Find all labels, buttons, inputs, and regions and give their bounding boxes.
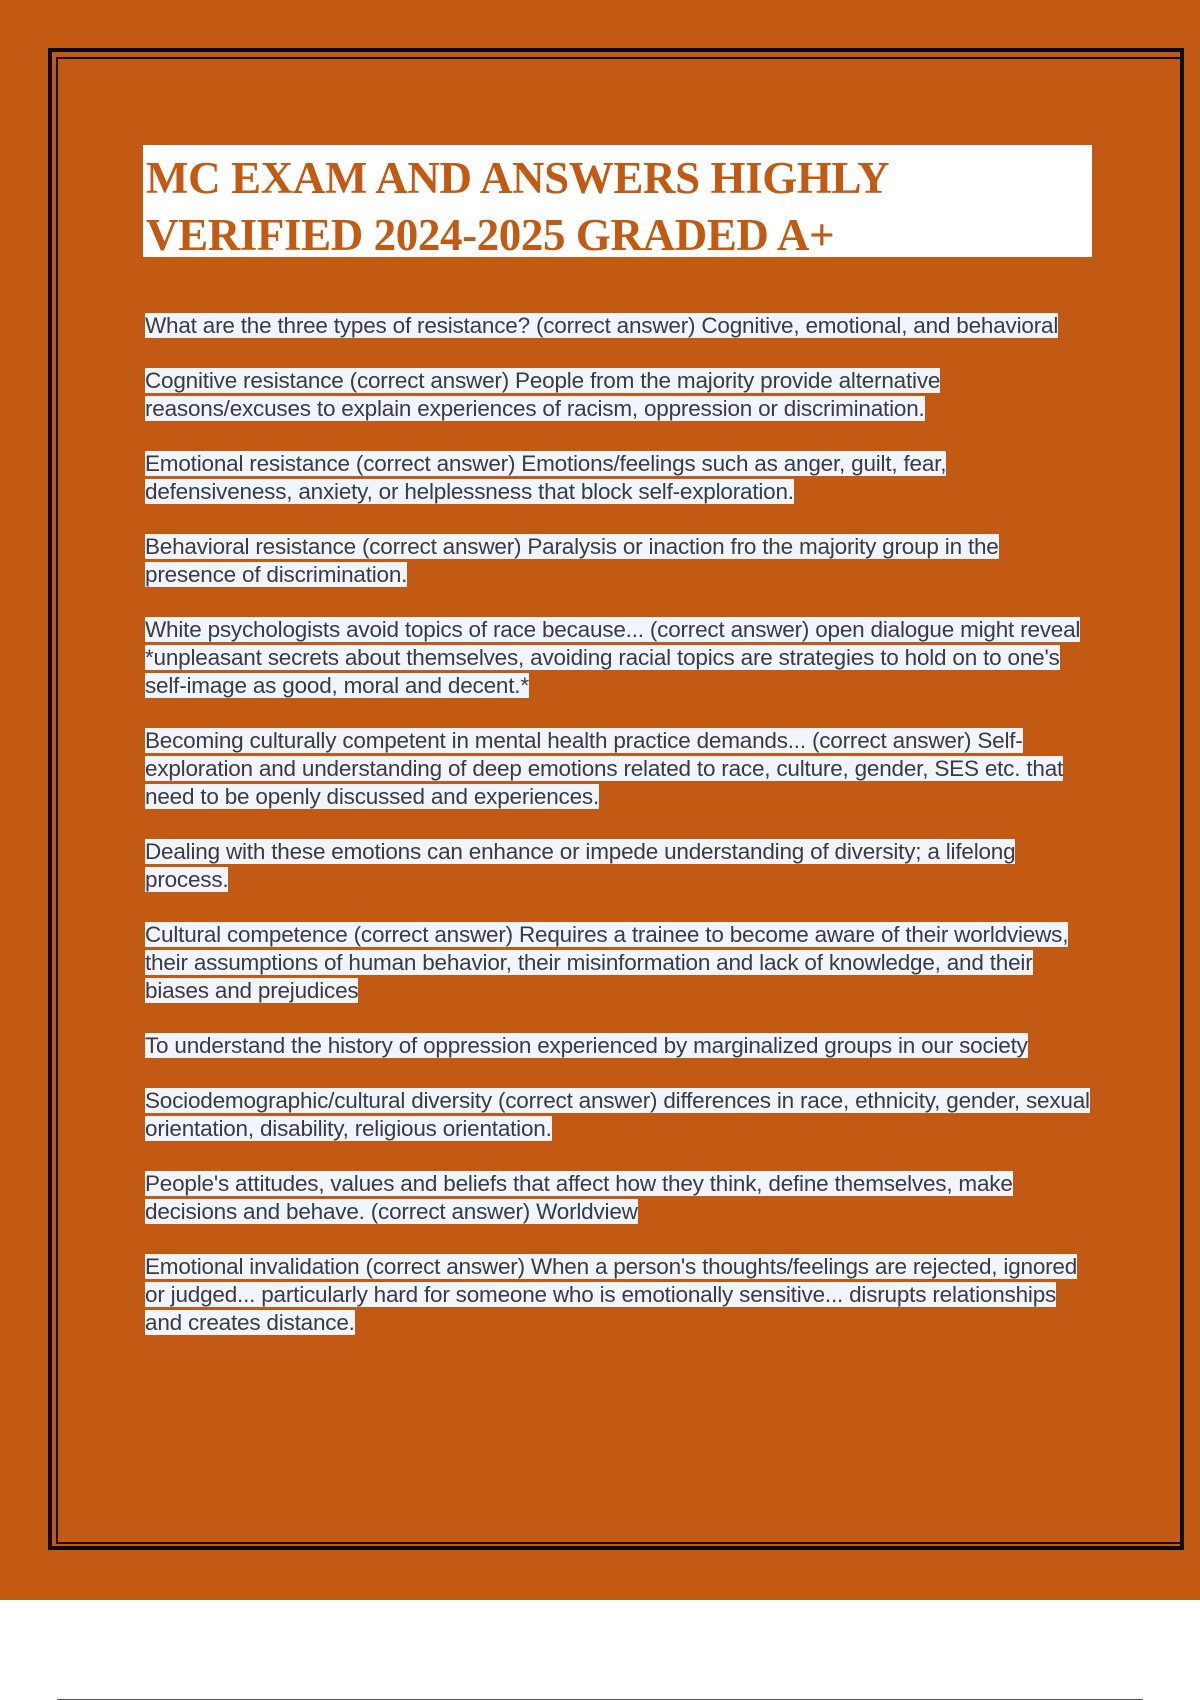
qa-item-text: Becoming culturally competent in mental health practice demands... (correct answer) Self-exploration and understanding of deep emotions related to race, culture, gender, SES etc. that need to be openly discussed and experiences. [145,728,1064,809]
qa-item-text: People's attitudes, values and beliefs that affect how they think, define themselves, make decisions and behave. (correct answer) Worldview [145,1171,1013,1224]
qa-item-text: Emotional resistance (correct answer) Emotions/feelings such as anger, guilt, fear, defensiveness, anxiety, or helplessness that block self-exploration. [145,451,947,504]
title-box [143,145,1092,260]
qa-item [145,533,1095,589]
qa-item [145,838,1095,894]
qa-item [145,1032,1095,1060]
document-title: MC EXAM AND ANSWERS HIGHLY VERIFIED 2024-2025 GRADED A+ [146,153,888,260]
qa-item [145,450,1095,506]
qa-item [145,727,1095,811]
qa-item [145,367,1095,423]
qa-list [145,312,1095,1364]
qa-item-text: Cognitive resistance (correct answer) People from the majority provide alternative reasons/excuses to explain experiences of racism, oppression or discrimination. [145,368,941,421]
qa-item-text: Dealing with these emotions can enhance or impede understanding of diversity; a lifelong process. [145,839,1016,892]
qa-item-text: Emotional invalidation (correct answer) When a person's thoughts/feelings are rejected, ignored or judged... particularly hard for someone who is emotionally sensitive... disrupts relationships and creates distance. [145,1254,1078,1335]
qa-item-text: Sociodemographic/cultural diversity (correct answer) differences in race, ethnicity, gender, sexual orientation, disability, religious orientation. [145,1088,1090,1141]
qa-item-text: Cultural competence (correct answer) Requires a trainee to become aware of their worldviews, their assumptions of human behavior, their misinformation and lack of knowledge, and their biases and prejudices [145,922,1069,1003]
qa-item [145,1253,1095,1337]
qa-item [145,1170,1095,1226]
qa-item [145,1087,1095,1143]
qa-item [145,921,1095,1005]
qa-item [145,312,1095,340]
qa-item-text: White psychologists avoid topics of race because... (correct answer) open dialogue might reveal *unpleasant secrets about themselves, avoiding racial topics are strategies to hold on to one's self-image as good, moral and decent.* [145,617,1081,698]
qa-item [145,616,1095,700]
qa-item-text: To understand the history of oppression experienced by marginalized groups in our society [145,1033,1028,1058]
qa-item-text: Behavioral resistance (correct answer) Paralysis or inaction fro the majority group in the presence of discrimination. [145,534,999,587]
qa-item-text: What are the three types of resistance? (correct answer) Cognitive, emotional, and behavioral [145,313,1059,338]
